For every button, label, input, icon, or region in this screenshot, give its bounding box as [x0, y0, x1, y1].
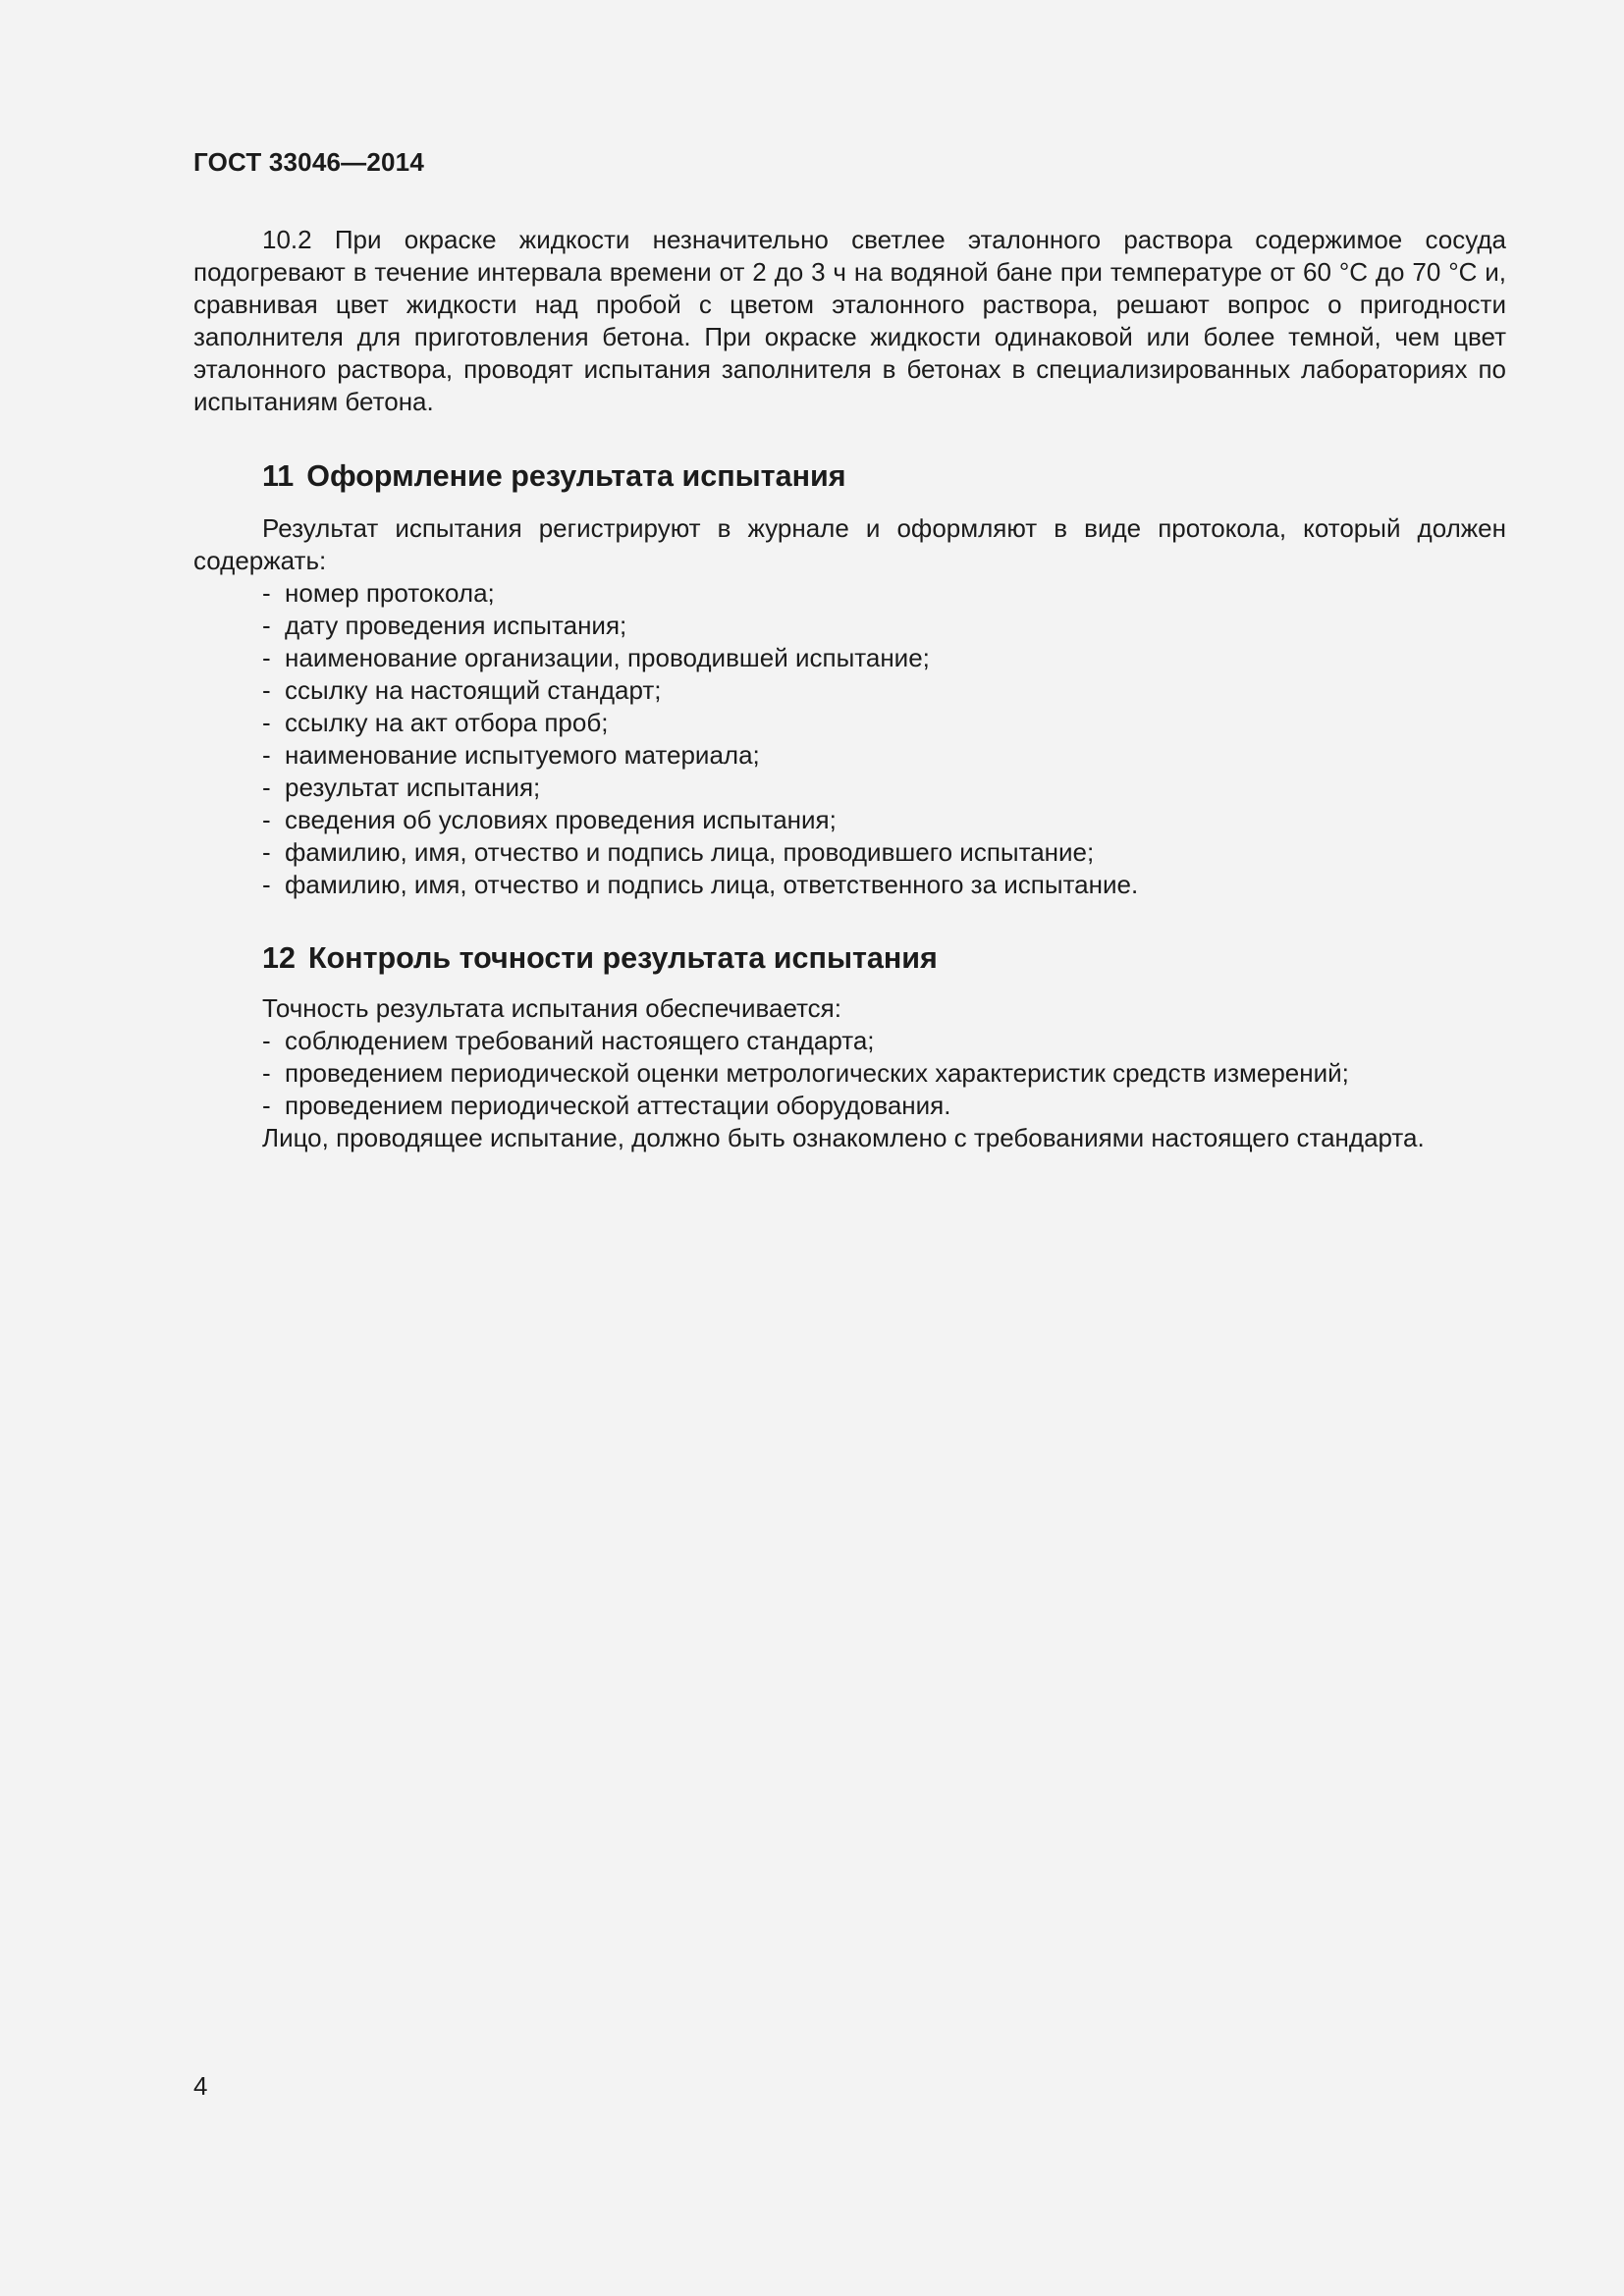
- list-dash: -: [262, 611, 271, 640]
- list-dash: -: [262, 805, 271, 834]
- list-item: - фамилию, имя, отчество и подпись лица, ответственного за испытание.: [262, 870, 1139, 899]
- list-dash: -: [262, 1026, 271, 1055]
- section-11-title: Оформление результата испытания: [306, 459, 846, 493]
- list-item: - фамилию, имя, отчество и подпись лица, проводившего испытание;: [262, 837, 1095, 867]
- list-dash: -: [262, 773, 271, 802]
- section-12-heading: [193, 938, 1506, 978]
- list-dash: -: [262, 837, 271, 867]
- protocol-contents-list: [193, 577, 1506, 901]
- document-code-header: ГОСТ 33046—2014: [193, 147, 424, 177]
- list-item: - номер протокола;: [262, 578, 495, 608]
- list-item: - ссылку на настоящий стандарт;: [262, 675, 662, 705]
- section-11-heading: [193, 456, 1506, 496]
- page-content: [193, 224, 1506, 1154]
- section-11-number: 11: [262, 459, 295, 493]
- list-dash: -: [262, 1091, 271, 1120]
- list-item: - дату проведения испытания;: [262, 611, 627, 640]
- section-12-number: 12: [262, 941, 296, 975]
- list-item: - проведением периодической оценки метрологических характеристик средств измерений;: [262, 1058, 1349, 1088]
- page-number: 4: [193, 2071, 208, 2101]
- section-12-closing: Лицо, проводящее испытание, должно быть ознакомлено с требованиями настоящего стандарта.: [262, 1123, 1425, 1152]
- section-12-title: Контроль точности результата испытания: [307, 941, 938, 975]
- list-item: - наименование испытуемого материала;: [262, 740, 760, 770]
- list-item: - наименование организации, проводившей испытание;: [262, 643, 930, 672]
- section-11-intro: Результат испытания регистрируют в журнале и оформляют в виде протокола, который должен содержать:: [193, 513, 1506, 575]
- section-12-intro: Точность результата испытания обеспечивается:: [262, 993, 841, 1023]
- list-dash: -: [262, 675, 271, 705]
- list-dash: -: [262, 740, 271, 770]
- accuracy-measures-list: [193, 1025, 1506, 1122]
- list-item: - ссылку на акт отбора проб;: [262, 708, 609, 737]
- list-item: - результат испытания;: [262, 773, 541, 802]
- list-dash: -: [262, 578, 271, 608]
- list-dash: -: [262, 870, 271, 899]
- paragraph-10-2: 10.2 При окраске жидкости незначительно светлее эталонного раствора содержимое сосуда подогревают в течение интервала времени от 2 до 3 ч на водяной бане при температуре от 60 °С до 70 °С и, сравнивая цвет жидкости над пробой с цветом эталонного раствора, решают вопрос о пригодности заполнителя для приготовления бетона. При окраске жидкости одинаковой или более темной, чем цвет эталонного раствора, проводят испытания заполнителя в бетонах в специализированных лабораториях по испытаниям бетона.: [193, 225, 1506, 416]
- list-item: - проведением периодической аттестации оборудования.: [262, 1091, 951, 1120]
- list-item: - соблюдением требований настоящего стандарта;: [262, 1026, 875, 1055]
- list-dash: -: [262, 1058, 271, 1088]
- list-dash: -: [262, 708, 271, 737]
- list-dash: -: [262, 643, 271, 672]
- list-item: - сведения об условиях проведения испытания;: [262, 805, 837, 834]
